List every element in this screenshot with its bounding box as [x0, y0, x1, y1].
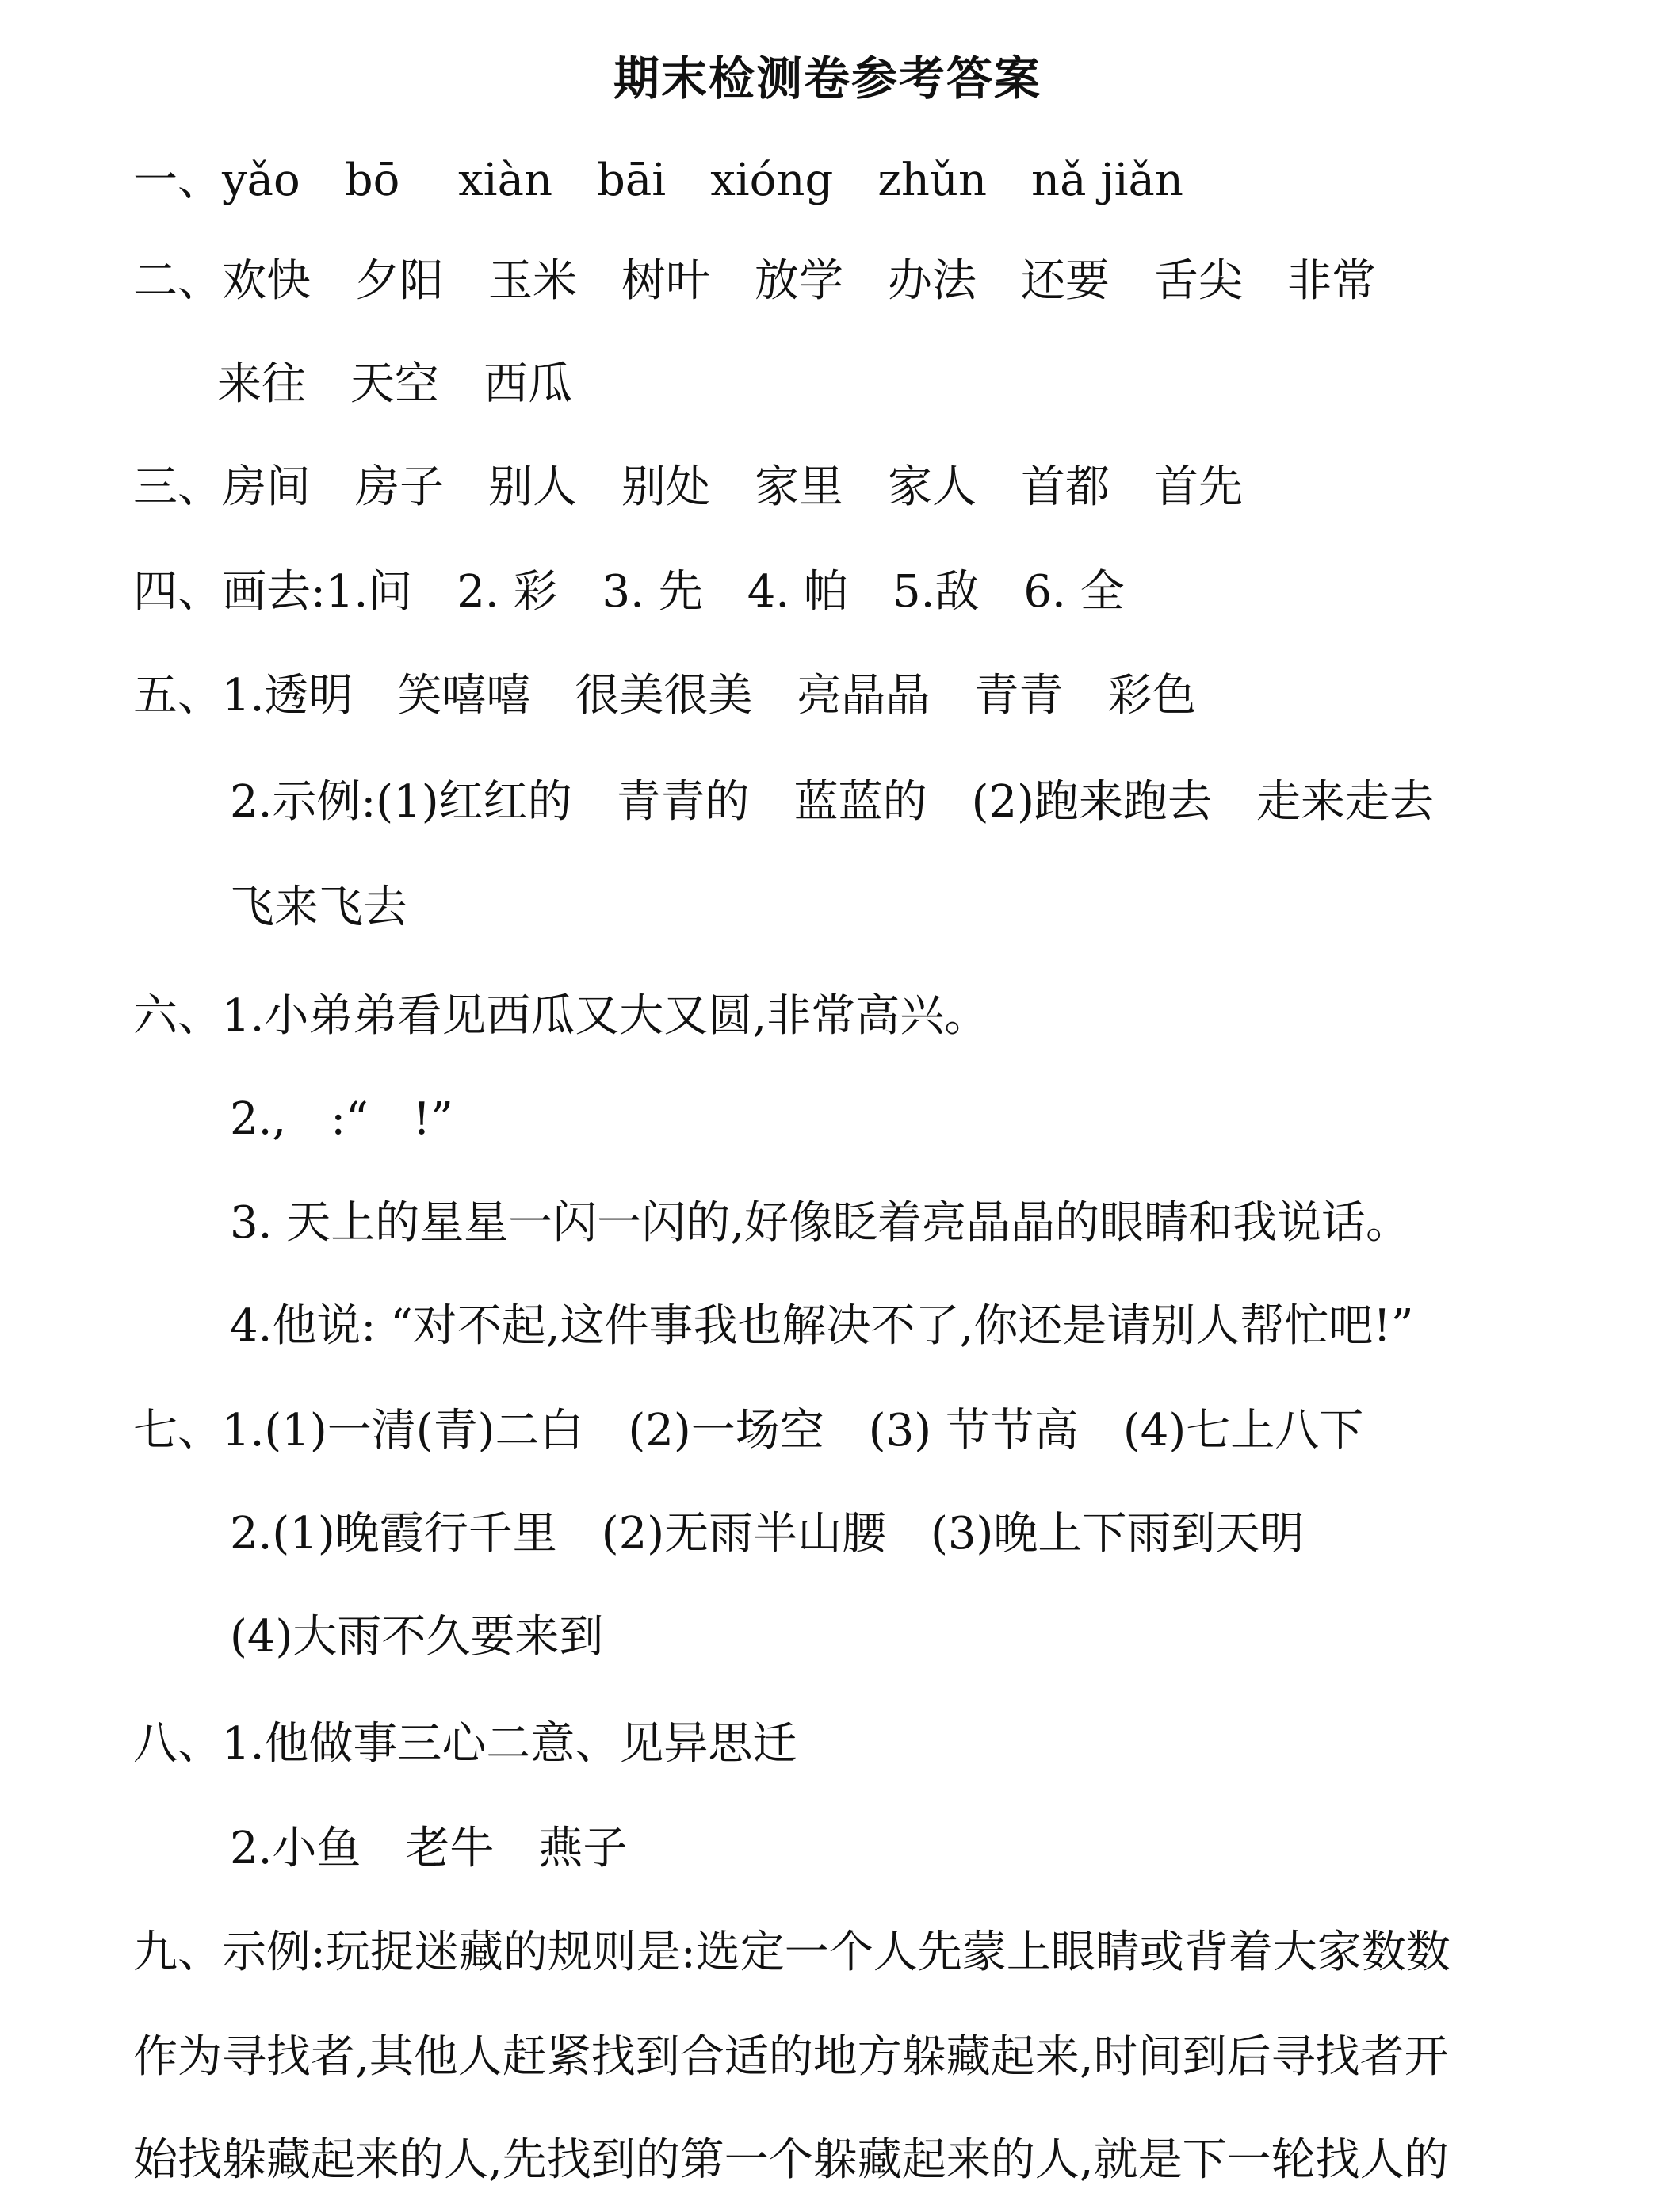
answer-line: 2.小鱼 老牛 燕子 [230, 1823, 628, 1874]
answer-line: 始找躲藏起来的人,先找到的第一个躲藏起来的人,就是下一轮找人的 [133, 2134, 1449, 2186]
answer-section-5: 五、1.透明 笑嘻嘻 很美很美 亮晶晶 青青 彩色 [133, 670, 1197, 721]
answer-section-2: 二、欢快 夕阳 玉米 树叶 放学 办法 还要 舌尖 非常 [133, 255, 1376, 307]
answer-section-1: 一、yǎo bō xiàn bāi xióng zhǔn nǎ jiǎn [133, 155, 1183, 206]
answer-line: 来往 天空 西瓜 [217, 358, 572, 410]
answer-section-3: 三、房间 房子 别人 别处 家里 家人 首都 首先 [133, 461, 1243, 513]
answer-line: 2.示例:(1)红红的 青青的 蓝蓝的 (2)跑来跑去 走来走去 [230, 776, 1434, 828]
answer-line: (4)大雨不久要来到 [230, 1611, 604, 1663]
answer-section-6: 六、1.小弟弟看见西瓜又大又圆,非常高兴。 [133, 990, 989, 1042]
answer-line: 飞来飞去 [230, 882, 407, 933]
answer-section-9: 九、示例:玩捉迷藏的规则是:选定一个人先蒙上眼睛或背着大家数数 [133, 1927, 1451, 1978]
page-title: 期末检测卷参考答案 [613, 52, 1042, 105]
answer-section-8: 八、1.他做事三心二意、见异思迁 [133, 1718, 797, 1770]
answer-line: 作为寻找者,其他人赶紧找到合适的地方躲藏起来,时间到后寻找者开 [133, 2031, 1449, 2083]
answer-line: 3. 天上的星星一闪一闪的,好像眨着亮晶晶的眼睛和我说话。 [230, 1197, 1411, 1249]
answer-line: 2., :“ !” [230, 1093, 453, 1145]
answer-line: 2.(1)晚霞行千里 (2)无雨半山腰 (3)晚上下雨到天明 [230, 1508, 1305, 1559]
answer-line: 4.他说: “对不起,这件事我也解决不了,你还是请别人帮忙吧!” [230, 1300, 1414, 1352]
answer-section-4: 四、画去:1.问 2. 彩 3. 先 4. 帕 5.敌 6. 全 [133, 566, 1125, 618]
answer-section-7: 七、1.(1)一清(青)二白 (2)一场空 (3) 节节高 (4)七上八下 [133, 1405, 1364, 1456]
